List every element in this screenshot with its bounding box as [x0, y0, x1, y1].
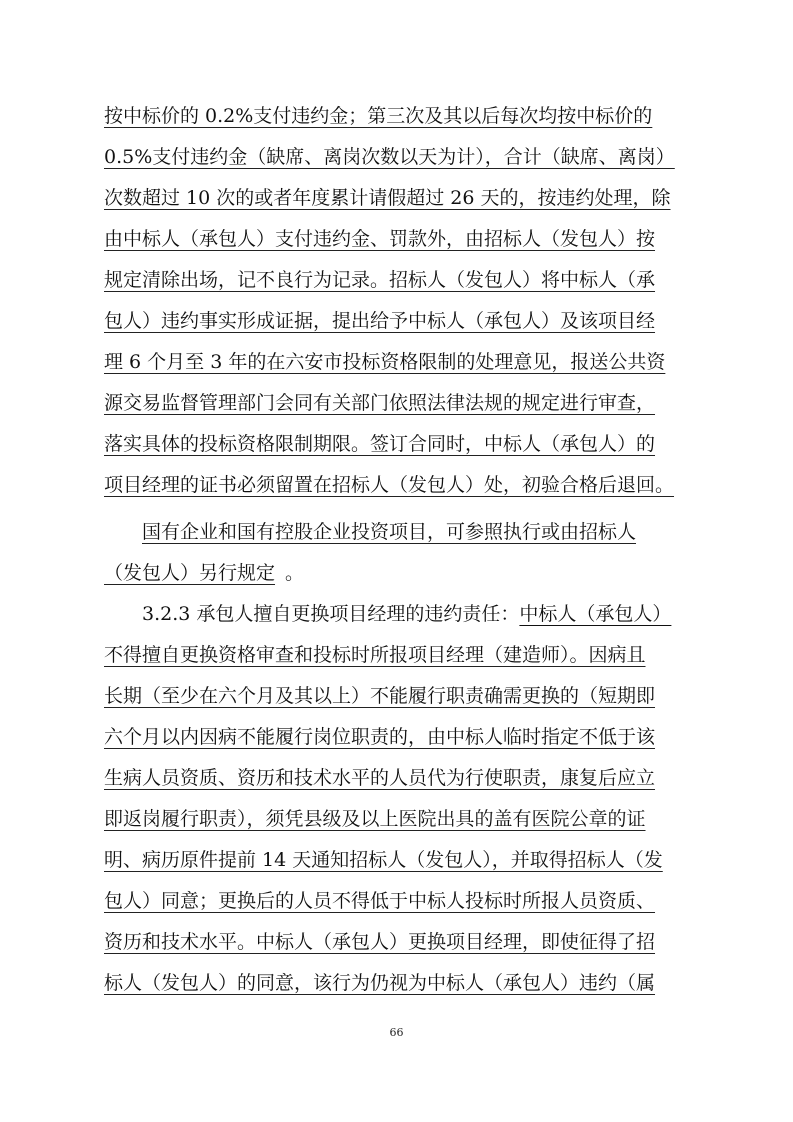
text-line: 落实具体的投标资格限制期限。签订合同时，中标人（承包人）的	[104, 433, 656, 455]
text-line: 不得擅自更换资格审查和投标时所报项目经理（建造师）。因病且	[104, 644, 646, 666]
text-line: 六个月以内因病不能履行岗位职责的，由中标人临时指定不低于该	[104, 726, 656, 748]
text-line: 项目经理的证书必须留置在招标人（发包人）处，初验合格后退回。	[104, 474, 675, 496]
text-line: 由中标人（承包人）支付违约金、罚款外，由招标人（发包人）按	[104, 228, 656, 250]
section-heading-line: 3.2.3 承包人擅自更换项目经理的违约责任：中标人（承包人）	[142, 603, 672, 625]
text-line: （发包人）另行规定 。	[104, 562, 305, 584]
text-line: 0.5%支付违约金（缺席、离岗次数以天为计），合计（缺席、离岗）	[104, 146, 675, 168]
text-line: 规定清除出场，记不良行为记录。招标人（发包人）将中标人（承	[104, 269, 656, 291]
text-line: 标人（发包人）的同意，该行为仍视为中标人（承包人）违约（属	[104, 972, 656, 994]
text-line: 源交易监督管理部门会同有关部门依照法律法规的规定进行审查，	[104, 392, 656, 414]
text-line: 国有企业和国有控股企业投资项目，可参照执行或由招标人	[142, 521, 637, 543]
text-line: 包人）违约事实形成证据，提出给予中标人（承包人）及该项目经	[104, 310, 656, 332]
text-line: 次数超过 10 次的或者年度累计请假超过 26 天的，按违约处理，除	[104, 187, 671, 209]
text-line: 理 6 个月至 3 年的在六安市投标资格限制的处理意见，报送公共资	[104, 351, 666, 373]
text-line: 按中标价的 0.2%支付违约金；第三次及其以后每次均按中标价的	[104, 105, 653, 127]
page-number: 66	[389, 1026, 404, 1039]
text-line: 即返岗履行职责），须凭县级及以上医院出具的盖有医院公章的证	[104, 808, 646, 830]
text-line: 明、病历原件提前 14 天通知招标人（发包人），并取得招标人（发	[104, 849, 663, 871]
section-heading: 3.2.3 承包人擅自更换项目经理的违约责任：	[142, 603, 520, 625]
text-line: 长期（至少在六个月及其以上）不能履行职责确需更换的（短期即	[104, 685, 656, 707]
text-line: 生病人员资质、资历和技术水平的人员代为行使职责，康复后应立	[104, 767, 656, 789]
text-line: 包人）同意；更换后的人员不得低于中标人投标时所报人员资质、	[104, 890, 656, 912]
text-line: 资历和技术水平。中标人（承包人）更换项目经理，即使征得了招	[104, 931, 656, 953]
